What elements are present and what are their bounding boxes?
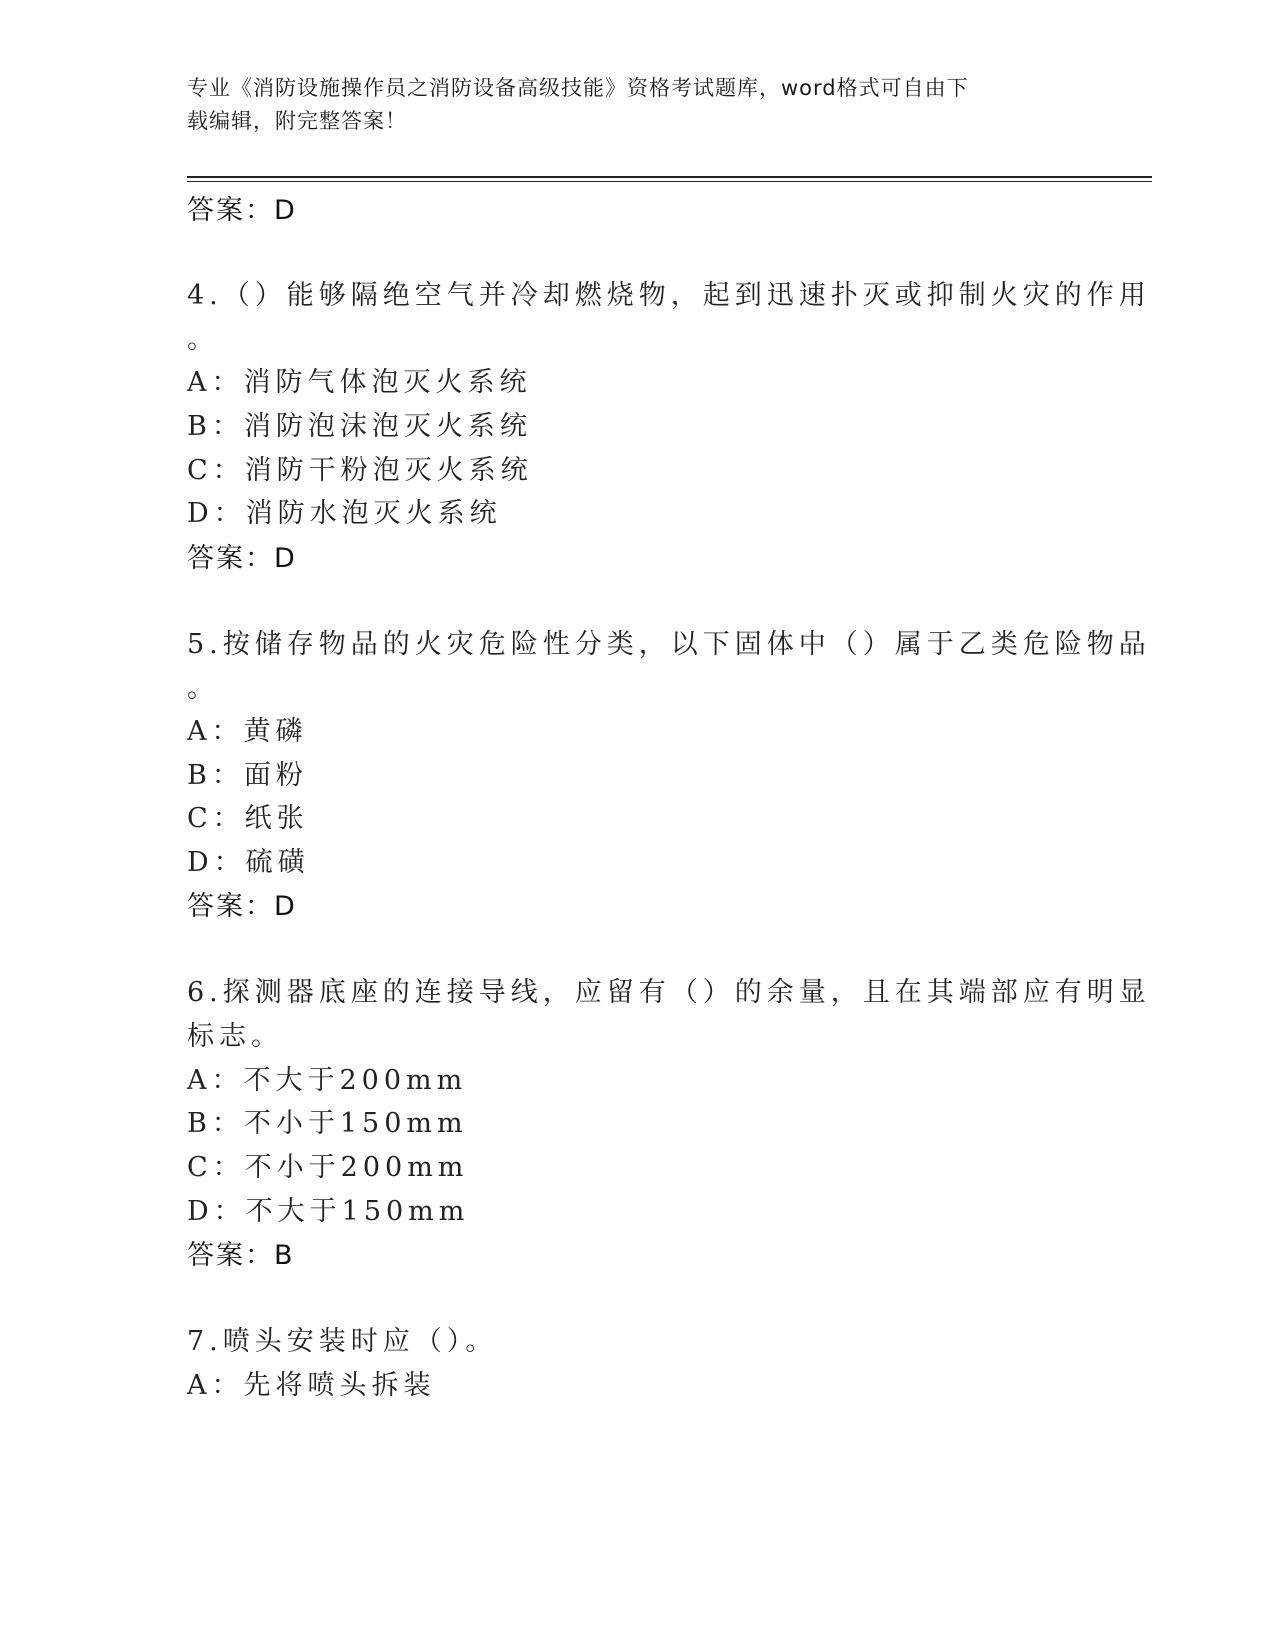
- question-6-option-d: D：不大于150mm: [187, 1196, 470, 1227]
- question-5-stem-line-1: 5.按储存物品的火灾危险性分类，以下固体中（）属于乙类危险物品: [187, 629, 1151, 660]
- question-4-stem-line-1: 4.（）能够隔绝空气并冷却燃烧物，起到迅速扑灭或抑制火灾的作用: [187, 280, 1151, 311]
- question-6-option-a: A：不大于200mm: [187, 1065, 468, 1096]
- document-header: [187, 72, 1067, 138]
- question-6-option-b: B：不小于150mm: [187, 1108, 468, 1139]
- header-rule-thin: [187, 181, 1152, 182]
- question-6-stem-line-2: 标志。: [187, 1021, 283, 1052]
- question-7-option-a: A：先将喷头拆装: [187, 1370, 436, 1401]
- question-5-stem-line-2: 。: [187, 673, 219, 704]
- question-5-option-a: A：黄磷: [187, 716, 308, 747]
- question-5-option-b: B：面粉: [187, 760, 308, 791]
- question-5-option-d: D：硫磺: [187, 847, 310, 878]
- answer-4: 答案：D: [187, 543, 297, 574]
- question-4-option-a: A：消防气体泡灭火系统: [187, 367, 532, 398]
- question-7-stem-line-1: 7.喷头安装时应（）。: [187, 1326, 498, 1357]
- question-4-option-d: D：消防水泡灭火系统: [187, 498, 502, 529]
- answer-6: 答案：B: [187, 1240, 295, 1271]
- question-5-option-c: C：纸张: [187, 803, 309, 834]
- answer-3: 答案：D: [187, 195, 297, 226]
- header-line-1: 专业《消防设施操作员之消防设备高级技能》资格考试题库，word格式可自由下: [187, 76, 969, 100]
- header-line-2: 载编辑，附完整答案！: [187, 109, 407, 133]
- question-6-option-c: C：不小于200mm: [187, 1152, 469, 1183]
- question-6-stem-line-1: 6.探测器底座的连接导线，应留有（）的余量，且在其端部应有明显: [187, 977, 1151, 1008]
- question-4-option-b: B：消防泡沫泡灭火系统: [187, 411, 532, 442]
- question-4-option-c: C：消防干粉泡灭火系统: [187, 455, 533, 486]
- question-4-stem-line-2: 。: [187, 324, 219, 355]
- answer-5: 答案：D: [187, 891, 297, 922]
- header-rule-thick: [187, 176, 1152, 178]
